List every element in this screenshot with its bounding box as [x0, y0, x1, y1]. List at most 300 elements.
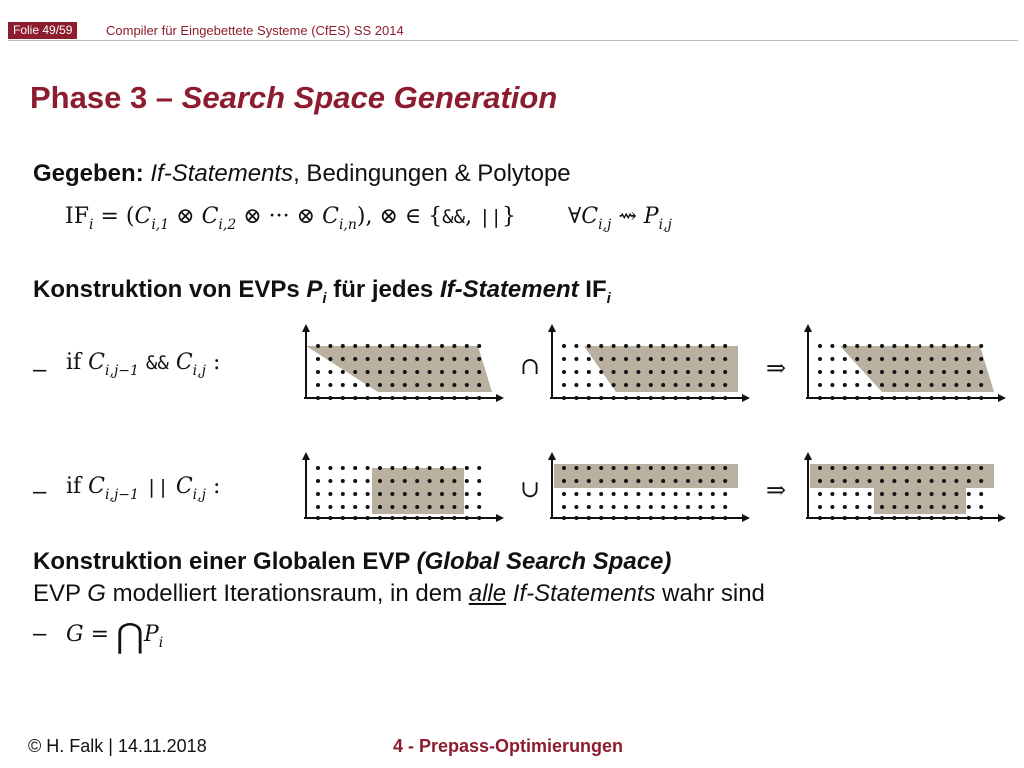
iteration-point — [942, 344, 946, 348]
iteration-point — [353, 344, 357, 348]
evp-g-description — [33, 580, 765, 608]
iteration-point — [452, 396, 456, 400]
if-c2: C — [201, 204, 219, 229]
iteration-point — [954, 492, 958, 496]
iteration-point — [316, 357, 320, 361]
iteration-point — [574, 357, 578, 361]
iteration-point — [979, 492, 983, 496]
constr-if: IF — [578, 276, 607, 303]
iteration-point — [390, 396, 394, 400]
iteration-point — [686, 492, 690, 496]
iteration-point — [674, 396, 678, 400]
iteration-point — [599, 357, 603, 361]
iteration-point — [477, 383, 481, 387]
iteration-point — [477, 479, 481, 483]
iteration-point — [967, 516, 971, 520]
evpg-g: G — [87, 580, 106, 607]
iteration-point — [587, 479, 591, 483]
iteration-point — [562, 466, 566, 470]
y-axis-arrowhead — [302, 452, 310, 460]
iteration-point — [415, 505, 419, 509]
evpg-prefix: EVP — [33, 580, 88, 607]
iteration-point — [316, 505, 320, 509]
iteration-point — [880, 370, 884, 374]
iteration-point — [723, 357, 727, 361]
iteration-point — [587, 466, 591, 470]
iteration-point — [930, 357, 934, 361]
and-c2: C — [175, 350, 193, 375]
iteration-point — [723, 396, 727, 400]
iteration-point — [711, 492, 715, 496]
iteration-point — [686, 344, 690, 348]
iteration-point — [574, 383, 578, 387]
and-c1-sub: i,j−1 — [105, 363, 139, 379]
iteration-point — [868, 383, 872, 387]
iteration-point — [378, 344, 382, 348]
iteration-point — [843, 492, 847, 496]
iteration-point — [366, 466, 370, 470]
iteration-point — [868, 492, 872, 496]
iteration-point — [818, 383, 822, 387]
big-intersection-symbol: ⋂ — [116, 616, 144, 656]
iteration-point — [674, 516, 678, 520]
x-axis-arrowhead — [742, 514, 750, 522]
iteration-point — [967, 383, 971, 387]
or-case-formula — [66, 474, 220, 503]
iteration-point — [954, 396, 958, 400]
iteration-point — [366, 383, 370, 387]
iteration-point — [855, 466, 859, 470]
iteration-point — [366, 370, 370, 374]
iteration-point — [390, 344, 394, 348]
iteration-point — [316, 370, 320, 374]
iteration-point — [855, 370, 859, 374]
and-colon: : — [212, 350, 221, 375]
iteration-point — [723, 383, 727, 387]
iteration-point — [624, 479, 628, 483]
x-axis-arrowhead — [742, 394, 750, 402]
iteration-point — [599, 383, 603, 387]
if-pij: P — [643, 204, 659, 229]
iteration-point — [818, 357, 822, 361]
iteration-point — [624, 466, 628, 470]
iteration-point — [612, 370, 616, 374]
or-c1-sub: i,j−1 — [105, 487, 139, 503]
iteration-point — [587, 516, 591, 520]
iteration-point — [465, 479, 469, 483]
iteration-point — [440, 383, 444, 387]
y-axis-arrowhead — [548, 324, 556, 332]
iteration-point — [477, 396, 481, 400]
iteration-point — [353, 492, 357, 496]
iteration-point — [452, 357, 456, 361]
evpg-space — [506, 580, 513, 607]
iteration-point — [341, 492, 345, 496]
iteration-point — [905, 492, 909, 496]
iteration-point — [830, 479, 834, 483]
iteration-point — [403, 357, 407, 361]
iteration-point — [403, 383, 407, 387]
course-title: Compiler für Eingebettete Systeme (CfES) SS 2014 — [106, 23, 404, 38]
polytope-region — [810, 464, 994, 514]
iteration-point — [905, 370, 909, 374]
iteration-point — [587, 505, 591, 509]
iteration-point — [698, 479, 702, 483]
iteration-point — [711, 479, 715, 483]
iteration-point — [674, 505, 678, 509]
and-if-keyword: if — [66, 350, 89, 375]
iteration-point — [428, 357, 432, 361]
iteration-point — [892, 396, 896, 400]
iteration-point — [328, 344, 332, 348]
iteration-point — [574, 344, 578, 348]
iteration-point — [880, 396, 884, 400]
iteration-point — [636, 383, 640, 387]
evpg-mid: modelliert Iterationsraum, in dem — [105, 580, 469, 607]
iteration-point — [942, 516, 946, 520]
iteration-point — [649, 357, 653, 361]
g-p: P — [143, 622, 159, 647]
iteration-point — [905, 344, 909, 348]
iteration-point — [328, 466, 332, 470]
iteration-point — [649, 505, 653, 509]
constr-text: Konstruktion von EVPs — [33, 276, 307, 303]
slide-title — [30, 80, 557, 116]
iteration-point — [979, 505, 983, 509]
iteration-point — [917, 516, 921, 520]
iteration-point — [942, 479, 946, 483]
iteration-point — [328, 396, 332, 400]
iteration-point — [452, 516, 456, 520]
iteration-point — [316, 492, 320, 496]
y-axis-arrowhead — [302, 324, 310, 332]
iteration-point — [967, 492, 971, 496]
iteration-point — [353, 370, 357, 374]
iteration-point — [428, 370, 432, 374]
iteration-point — [868, 344, 872, 348]
iteration-point — [341, 344, 345, 348]
iteration-point — [930, 344, 934, 348]
iteration-point — [830, 466, 834, 470]
footer-author-date: © H. Falk | 14.11.2018 — [28, 736, 207, 756]
iteration-point — [892, 505, 896, 509]
iteration-point — [465, 466, 469, 470]
or-operator: || — [145, 476, 169, 498]
iteration-point — [661, 479, 665, 483]
iteration-point — [818, 505, 822, 509]
iteration-point — [428, 466, 432, 470]
iteration-point — [562, 370, 566, 374]
iteration-point — [942, 492, 946, 496]
iteration-point — [316, 383, 320, 387]
if-cij: C — [581, 204, 599, 229]
x-axis-arrowhead — [496, 394, 504, 402]
iteration-point — [892, 516, 896, 520]
iteration-point — [930, 370, 934, 374]
iteration-point — [967, 505, 971, 509]
iteration-point — [341, 396, 345, 400]
iteration-point — [892, 383, 896, 387]
iteration-point — [868, 370, 872, 374]
iteration-point — [465, 344, 469, 348]
bullet-dash: – — [33, 478, 47, 505]
iteration-point — [440, 492, 444, 496]
iteration-point — [599, 505, 603, 509]
iteration-point — [612, 466, 616, 470]
iteration-point — [328, 383, 332, 387]
iteration-point — [674, 344, 678, 348]
iteration-point — [316, 466, 320, 470]
iteration-point — [843, 479, 847, 483]
iteration-point — [979, 516, 983, 520]
if-formula — [65, 204, 672, 233]
iteration-point — [574, 516, 578, 520]
polytope-plot-or-1 — [298, 452, 498, 524]
iteration-point — [855, 479, 859, 483]
if-leadsto: ⇝ — [611, 204, 644, 229]
iteration-point — [587, 370, 591, 374]
given-line — [33, 160, 571, 188]
iteration-point — [818, 396, 822, 400]
iteration-point — [686, 370, 690, 374]
slide-counter: Folie 49/59 — [8, 22, 77, 39]
iteration-point — [868, 466, 872, 470]
iteration-point — [316, 396, 320, 400]
if-pij-sub: i,j — [658, 217, 672, 233]
iteration-point — [428, 505, 432, 509]
iteration-point — [830, 396, 834, 400]
polytope-region — [554, 464, 738, 488]
iteration-point — [612, 479, 616, 483]
iteration-point — [917, 357, 921, 361]
footer-chapter: 4 - Prepass-Optimierungen — [393, 736, 624, 756]
if-lhs-sub: i — [88, 217, 94, 233]
iteration-point — [905, 383, 909, 387]
iteration-point — [880, 516, 884, 520]
constr-mid: für jedes — [326, 276, 440, 303]
iteration-point — [686, 479, 690, 483]
iteration-point — [954, 370, 958, 374]
or-c2-sub: i,j — [192, 487, 206, 503]
iteration-point — [477, 357, 481, 361]
iteration-point — [942, 383, 946, 387]
iteration-point — [967, 357, 971, 361]
iteration-point — [855, 516, 859, 520]
iteration-point — [698, 466, 702, 470]
iteration-point — [562, 505, 566, 509]
iteration-point — [892, 466, 896, 470]
iteration-point — [440, 479, 444, 483]
iteration-point — [723, 466, 727, 470]
if-and-op: && — [442, 206, 466, 228]
iteration-point — [636, 370, 640, 374]
iteration-point — [599, 370, 603, 374]
iteration-point — [818, 370, 822, 374]
construction-evp-heading — [33, 276, 611, 307]
polytope-plot-or-result — [800, 452, 1000, 524]
iteration-point — [328, 370, 332, 374]
constr-p-sub: i — [322, 289, 327, 307]
implies-arrow-1: ⇒ — [766, 354, 787, 382]
iteration-point — [843, 516, 847, 520]
iteration-point — [855, 505, 859, 509]
iteration-point — [636, 505, 640, 509]
iteration-point — [723, 370, 727, 374]
iteration-point — [917, 492, 921, 496]
iteration-point — [428, 383, 432, 387]
or-c2: C — [175, 474, 193, 499]
union-symbol: ∪ — [520, 475, 541, 503]
iteration-point — [930, 396, 934, 400]
iteration-point — [979, 383, 983, 387]
iteration-point — [587, 357, 591, 361]
iteration-point — [428, 492, 432, 496]
iteration-point — [892, 492, 896, 496]
or-if-keyword: if — [66, 474, 89, 499]
iteration-point — [930, 492, 934, 496]
iteration-point — [465, 370, 469, 374]
bullet-dash: – — [33, 620, 47, 647]
iteration-point — [930, 466, 934, 470]
iteration-point — [830, 370, 834, 374]
iteration-point — [868, 357, 872, 361]
iteration-point — [403, 396, 407, 400]
polytope-plot-and-result — [800, 324, 1000, 404]
iteration-point — [686, 516, 690, 520]
iteration-point — [698, 516, 702, 520]
iteration-point — [979, 466, 983, 470]
iteration-point — [661, 466, 665, 470]
iteration-point — [698, 344, 702, 348]
iteration-point — [624, 505, 628, 509]
iteration-point — [328, 516, 332, 520]
iteration-point — [353, 466, 357, 470]
if-or-op: || — [479, 206, 502, 228]
iteration-point — [574, 479, 578, 483]
iteration-point — [868, 479, 872, 483]
iteration-point — [477, 492, 481, 496]
given-label: Gegeben: — [33, 160, 144, 187]
iteration-point — [415, 479, 419, 483]
iteration-point — [954, 383, 958, 387]
iteration-point — [366, 505, 370, 509]
if-forall: ∀ — [567, 204, 582, 229]
iteration-point — [341, 466, 345, 470]
iteration-point — [880, 505, 884, 509]
iteration-point — [942, 396, 946, 400]
iteration-point — [954, 466, 958, 470]
iteration-point — [855, 383, 859, 387]
iteration-point — [477, 344, 481, 348]
iteration-point — [711, 344, 715, 348]
iteration-point — [624, 396, 628, 400]
iteration-point — [341, 479, 345, 483]
g-formula — [66, 616, 163, 656]
iteration-point — [674, 492, 678, 496]
iteration-point — [723, 516, 727, 520]
iteration-point — [649, 466, 653, 470]
iteration-point — [403, 492, 407, 496]
given-rest: , Bedingungen & Polytope — [293, 160, 571, 187]
iteration-point — [698, 492, 702, 496]
iteration-point — [967, 479, 971, 483]
iteration-point — [452, 344, 456, 348]
iteration-point — [562, 492, 566, 496]
iteration-point — [587, 492, 591, 496]
evpg-if-statements: If-Statements — [512, 580, 656, 607]
iteration-point — [328, 492, 332, 496]
bullet-dash: – — [33, 356, 47, 383]
iteration-point — [599, 479, 603, 483]
iteration-point — [979, 396, 983, 400]
iteration-point — [328, 357, 332, 361]
iteration-point — [624, 370, 628, 374]
iteration-point — [892, 344, 896, 348]
iteration-point — [428, 516, 432, 520]
g-symbol: G — [66, 622, 84, 647]
iteration-point — [378, 370, 382, 374]
iteration-point — [440, 466, 444, 470]
iteration-point — [390, 370, 394, 374]
iteration-point — [415, 466, 419, 470]
iteration-point — [636, 466, 640, 470]
if-c1: C — [134, 204, 152, 229]
iteration-point — [415, 516, 419, 520]
iteration-point — [954, 344, 958, 348]
iteration-point — [599, 396, 603, 400]
iteration-point — [892, 479, 896, 483]
iteration-point — [390, 492, 394, 496]
iteration-point — [624, 344, 628, 348]
iteration-point — [599, 466, 603, 470]
iteration-point — [316, 479, 320, 483]
iteration-point — [366, 492, 370, 496]
iteration-point — [967, 344, 971, 348]
iteration-point — [930, 383, 934, 387]
iteration-point — [440, 357, 444, 361]
iteration-point — [661, 396, 665, 400]
iteration-point — [674, 383, 678, 387]
iteration-point — [868, 396, 872, 400]
iteration-point — [636, 516, 640, 520]
iteration-point — [967, 466, 971, 470]
iteration-point — [979, 344, 983, 348]
iteration-point — [649, 492, 653, 496]
iteration-point — [378, 479, 382, 483]
iteration-point — [612, 357, 616, 361]
iteration-point — [562, 357, 566, 361]
iteration-point — [649, 516, 653, 520]
iteration-point — [830, 383, 834, 387]
iteration-point — [378, 505, 382, 509]
iteration-point — [316, 344, 320, 348]
given-if-statements: If-Statements — [150, 160, 294, 187]
iteration-point — [830, 357, 834, 361]
iteration-point — [698, 505, 702, 509]
iteration-point — [612, 516, 616, 520]
iteration-point — [452, 383, 456, 387]
iteration-point — [917, 466, 921, 470]
iteration-point — [674, 479, 678, 483]
iteration-point — [954, 516, 958, 520]
iteration-point — [562, 344, 566, 348]
g-p-sub: i — [158, 635, 164, 651]
iteration-point — [649, 479, 653, 483]
iteration-point — [905, 516, 909, 520]
iteration-point — [818, 344, 822, 348]
implies-arrow-2: ⇒ — [766, 476, 787, 504]
iteration-point — [855, 357, 859, 361]
